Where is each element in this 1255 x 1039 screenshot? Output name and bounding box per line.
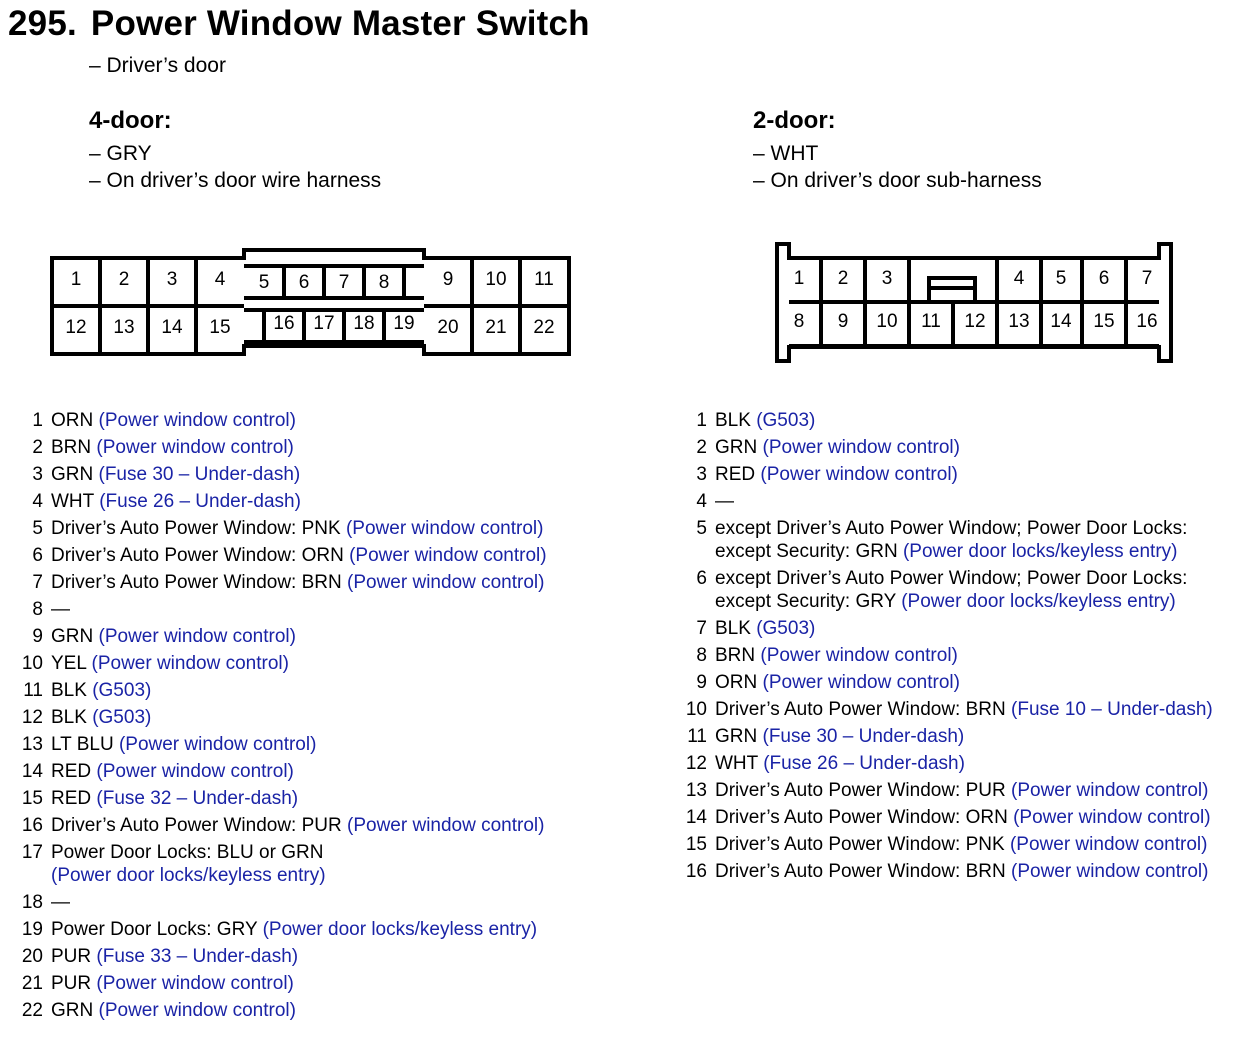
wire-desc: PUR — [51, 946, 97, 967]
connector-4door-pin: 10 — [485, 269, 507, 290]
circuit-ref: (Power window control) — [96, 437, 294, 458]
pin-number: 20 — [21, 946, 43, 967]
list-item — [0, 760, 547, 783]
circuit-ref: (Fuse 33 – Under-dash) — [96, 946, 299, 967]
list-item — [664, 698, 1213, 721]
wire-desc: ORN — [715, 672, 763, 693]
connector-4door-pin: 2 — [118, 269, 130, 290]
wire-desc: PUR — [51, 973, 97, 994]
circuit-ref: (Power door locks/keyless entry) — [901, 591, 1176, 612]
list-item — [664, 806, 1213, 829]
list-item — [664, 725, 1213, 748]
connector-4door-pin: 3 — [166, 269, 178, 290]
connector-4door-pin: 11 — [534, 269, 554, 290]
connector-4door-pin: 17 — [313, 313, 335, 334]
connector-2door-pin: 2 — [837, 268, 849, 289]
list-item — [0, 436, 547, 459]
pin-number: 1 — [32, 410, 43, 431]
wire-desc: GRN — [51, 464, 99, 485]
pin-number: 12 — [685, 753, 707, 774]
connector-4door-pin: 18 — [353, 313, 375, 334]
wire-desc: Driver’s Auto Power Window: BRN — [715, 699, 1012, 720]
circuit-ref: (G503) — [756, 410, 816, 431]
connector-4door-pin: 14 — [161, 317, 183, 338]
connector-4door-pin: 4 — [214, 269, 226, 290]
four-door-color: – GRY — [89, 142, 152, 165]
circuit-ref: (G503) — [92, 707, 152, 728]
pin-number: 14 — [21, 761, 43, 782]
wire-desc: GRN — [51, 1000, 99, 1021]
circuit-ref: (Power window control) — [98, 626, 296, 647]
wire-desc: BLK — [715, 410, 757, 431]
wire-desc: — — [715, 491, 734, 512]
connector-2door — [773, 240, 1177, 365]
circuit-ref: (Fuse 26 – Under-dash) — [99, 491, 301, 512]
circuit-ref: (Power window control) — [760, 464, 958, 485]
list-item — [0, 571, 547, 594]
list-item — [0, 972, 547, 995]
pin-number: 4 — [696, 491, 707, 512]
pin-number: 19 — [21, 919, 43, 940]
list-item — [0, 625, 547, 648]
list-item — [0, 841, 547, 887]
wire-desc: Driver’s Auto Power Window: ORN — [51, 545, 350, 566]
circuit-ref: (Power window control) — [1011, 861, 1209, 882]
connector-4door-pin: 21 — [485, 317, 507, 338]
connector-4door-pin: 8 — [378, 272, 390, 293]
connector-2door-pin: 4 — [1013, 268, 1025, 289]
pin-number: 13 — [21, 734, 43, 755]
circuit-ref: (Power door locks/keyless entry) — [51, 865, 326, 886]
wire-desc: RED — [51, 788, 97, 809]
circuit-ref: (Power window control) — [98, 410, 296, 431]
title-text: Power Window Master Switch — [90, 4, 590, 43]
list-item — [0, 679, 547, 702]
connector-4door-pin: 19 — [393, 313, 415, 334]
circuit-ref: (Power window control) — [347, 572, 545, 593]
list-item — [664, 463, 1213, 486]
circuit-ref: (Power window control) — [347, 815, 545, 836]
connector-2door-pin: 5 — [1055, 268, 1067, 289]
section-number: 295. — [8, 4, 77, 43]
connector-2door-pin: 10 — [876, 311, 898, 332]
connector-2door-pin: 15 — [1093, 311, 1115, 332]
circuit-ref: (G503) — [756, 618, 816, 639]
connector-2door-pin: 9 — [837, 311, 849, 332]
wire-desc: — — [51, 892, 70, 913]
list-item — [664, 752, 1213, 775]
circuit-ref: (Power window control) — [762, 672, 960, 693]
wire-desc: YEL — [51, 653, 92, 674]
list-item — [0, 598, 547, 621]
list-item — [0, 918, 547, 941]
pin-number: 15 — [685, 834, 707, 855]
pin-list-4door — [0, 409, 547, 1026]
list-item — [0, 706, 547, 729]
pin-list-2door — [664, 409, 1213, 887]
connector-2door-pin: 6 — [1098, 268, 1110, 289]
pin-number: 21 — [21, 973, 43, 994]
pin-number: 6 — [32, 545, 43, 566]
pin-number: 11 — [687, 726, 707, 747]
connector-4door-pin: 22 — [533, 317, 555, 338]
pin-number: 22 — [21, 1000, 43, 1021]
connector-2door-pin: 8 — [793, 311, 805, 332]
connector-4door-outline — [48, 247, 573, 359]
pin-number: 11 — [23, 680, 43, 701]
wire-desc: Driver’s Auto Power Window: PNK — [715, 834, 1010, 855]
circuit-ref: (Fuse 10 – Under-dash) — [1011, 699, 1213, 720]
wire-desc: Driver’s Auto Power Window: BRN — [715, 861, 1012, 882]
list-item — [0, 652, 547, 675]
circuit-ref: (Power window control) — [762, 437, 960, 458]
wire-desc: WHT — [51, 491, 100, 512]
pin-number: 6 — [696, 568, 707, 589]
wire-desc: WHT — [715, 753, 764, 774]
list-item — [664, 490, 1213, 513]
connector-4door-pin: 20 — [437, 317, 459, 338]
list-item — [664, 567, 1213, 613]
page-title — [8, 4, 590, 44]
wire-desc: BLK — [51, 680, 93, 701]
connector-4door-pin: 5 — [258, 272, 270, 293]
circuit-ref: (Power window control) — [96, 761, 294, 782]
four-door-section — [89, 106, 381, 194]
pin-number: 5 — [32, 518, 43, 539]
pin-number: 7 — [696, 618, 707, 639]
pin-number: 4 — [32, 491, 43, 512]
pin-number: 17 — [21, 842, 43, 863]
wire-desc: Power Door Locks: BLU or GRN — [51, 842, 324, 863]
circuit-ref: (Power window control) — [1011, 780, 1209, 801]
wire-desc: RED — [51, 761, 97, 782]
list-item — [0, 787, 547, 810]
pin-number: 16 — [685, 861, 707, 882]
list-item — [0, 814, 547, 837]
two-door-color: – WHT — [753, 142, 819, 165]
wire-desc-cont: except Security: GRY — [715, 591, 902, 612]
circuit-ref: (Power window control) — [96, 973, 294, 994]
wire-desc: GRN — [715, 437, 763, 458]
wire-desc: Driver’s Auto Power Window: ORN — [715, 807, 1014, 828]
wire-desc: Driver’s Auto Power Window: BRN — [51, 572, 348, 593]
pin-number: 2 — [32, 437, 43, 458]
pin-number: 10 — [21, 653, 43, 674]
wire-desc: Power Door Locks: GRY — [51, 919, 263, 940]
four-door-location: – On driver’s door wire harness — [89, 169, 382, 192]
connector-4door-pin: 12 — [65, 317, 87, 338]
list-item — [664, 833, 1213, 856]
pin-number: 3 — [32, 464, 43, 485]
connector-2door-outline — [773, 240, 1177, 365]
list-item — [0, 544, 547, 567]
pin-number: 1 — [696, 410, 707, 431]
connector-4door-pin: 9 — [442, 269, 454, 290]
pin-number: 8 — [696, 645, 707, 666]
circuit-ref: (Power window control) — [118, 734, 317, 755]
pin-number: 14 — [685, 807, 707, 828]
wire-desc: except Driver’s Auto Power Window; Power Door Locks: — [715, 568, 1188, 589]
pin-number: 7 — [32, 572, 43, 593]
list-item — [664, 436, 1213, 459]
wire-desc: BRN — [51, 437, 97, 458]
list-item — [664, 644, 1213, 667]
connector-4door-pin: 6 — [298, 272, 310, 293]
list-item — [0, 733, 547, 756]
circuit-ref: (G503) — [92, 680, 152, 701]
wire-desc: except Driver’s Auto Power Window; Power Door Locks: — [715, 518, 1188, 539]
connector-4door-pin: 16 — [273, 313, 295, 334]
pin-number: 3 — [696, 464, 707, 485]
list-item — [0, 945, 547, 968]
pin-number: 12 — [21, 707, 43, 728]
connector-4door-pin: 7 — [338, 272, 350, 293]
pin-number: 16 — [21, 815, 43, 836]
list-item — [0, 999, 547, 1022]
wire-desc: GRN — [715, 726, 763, 747]
connector-4door-pin: 1 — [70, 269, 82, 290]
connector-4door-pin: 15 — [209, 317, 231, 338]
connector-4door-pin: 13 — [113, 317, 135, 338]
list-item — [664, 779, 1213, 802]
wire-desc: LT BLU — [51, 734, 119, 755]
list-item — [664, 860, 1213, 883]
list-item — [0, 891, 547, 914]
list-item — [0, 490, 547, 513]
connector-2door-pin: 11 — [921, 311, 941, 332]
circuit-ref: (Power window control) — [98, 1000, 296, 1021]
circuit-ref: (Power window control) — [760, 645, 958, 666]
pin-number: 18 — [21, 892, 43, 913]
wire-desc-cont: except Security: GRN — [715, 541, 903, 562]
wire-desc: — — [51, 599, 70, 620]
circuit-ref: (Power window control) — [1009, 834, 1208, 855]
list-item — [664, 517, 1213, 563]
two-door-section — [753, 106, 1042, 194]
connector-2door-pin: 3 — [881, 268, 893, 289]
pin-number: 5 — [696, 518, 707, 539]
list-item — [0, 409, 547, 432]
list-item — [664, 409, 1213, 432]
wire-desc: Driver’s Auto Power Window: PUR — [715, 780, 1012, 801]
circuit-ref: (Fuse 30 – Under-dash) — [98, 464, 301, 485]
list-item — [664, 617, 1213, 640]
circuit-ref: (Fuse 26 – Under-dash) — [763, 753, 965, 774]
circuit-ref: (Fuse 30 – Under-dash) — [762, 726, 965, 747]
pin-number: 10 — [685, 699, 707, 720]
pin-number: 9 — [32, 626, 43, 647]
connector-4door — [48, 247, 573, 359]
two-door-heading: 2-door: — [753, 107, 836, 134]
connector-2door-pin: 13 — [1008, 311, 1030, 332]
circuit-ref: (Fuse 32 – Under-dash) — [96, 788, 299, 809]
list-item — [0, 517, 547, 540]
pin-number: 8 — [32, 599, 43, 620]
connector-2door-pin: 7 — [1141, 268, 1153, 289]
four-door-heading: 4-door: — [89, 107, 172, 134]
connector-2door-pin: 1 — [793, 268, 805, 289]
wire-desc: ORN — [51, 410, 99, 431]
circuit-ref: (Power window control) — [345, 518, 544, 539]
wire-desc: BLK — [715, 618, 757, 639]
wire-desc: GRN — [51, 626, 99, 647]
connector-2door-pin: 16 — [1136, 311, 1158, 332]
connector-2door-pin: 12 — [964, 311, 986, 332]
subtitle: – Driver’s door — [89, 54, 226, 77]
wire-desc: Driver’s Auto Power Window: PNK — [51, 518, 346, 539]
pin-number: 9 — [696, 672, 707, 693]
pin-number: 13 — [685, 780, 707, 801]
list-item — [0, 463, 547, 486]
wire-desc: BRN — [715, 645, 761, 666]
wire-desc: Driver’s Auto Power Window: PUR — [51, 815, 348, 836]
connector-2door-pin: 14 — [1050, 311, 1072, 332]
circuit-ref: (Power window control) — [349, 545, 547, 566]
list-item — [664, 671, 1213, 694]
pin-number: 2 — [696, 437, 707, 458]
circuit-ref: (Power window control) — [91, 653, 289, 674]
pin-number: 15 — [21, 788, 43, 809]
wire-desc: RED — [715, 464, 761, 485]
two-door-location: – On driver’s door sub-harness — [753, 169, 1042, 192]
circuit-ref: (Power door locks/keyless entry) — [262, 919, 538, 940]
wire-desc: BLK — [51, 707, 93, 728]
circuit-ref: (Power window control) — [1013, 807, 1211, 828]
circuit-ref: (Power door locks/keyless entry) — [902, 541, 1178, 562]
